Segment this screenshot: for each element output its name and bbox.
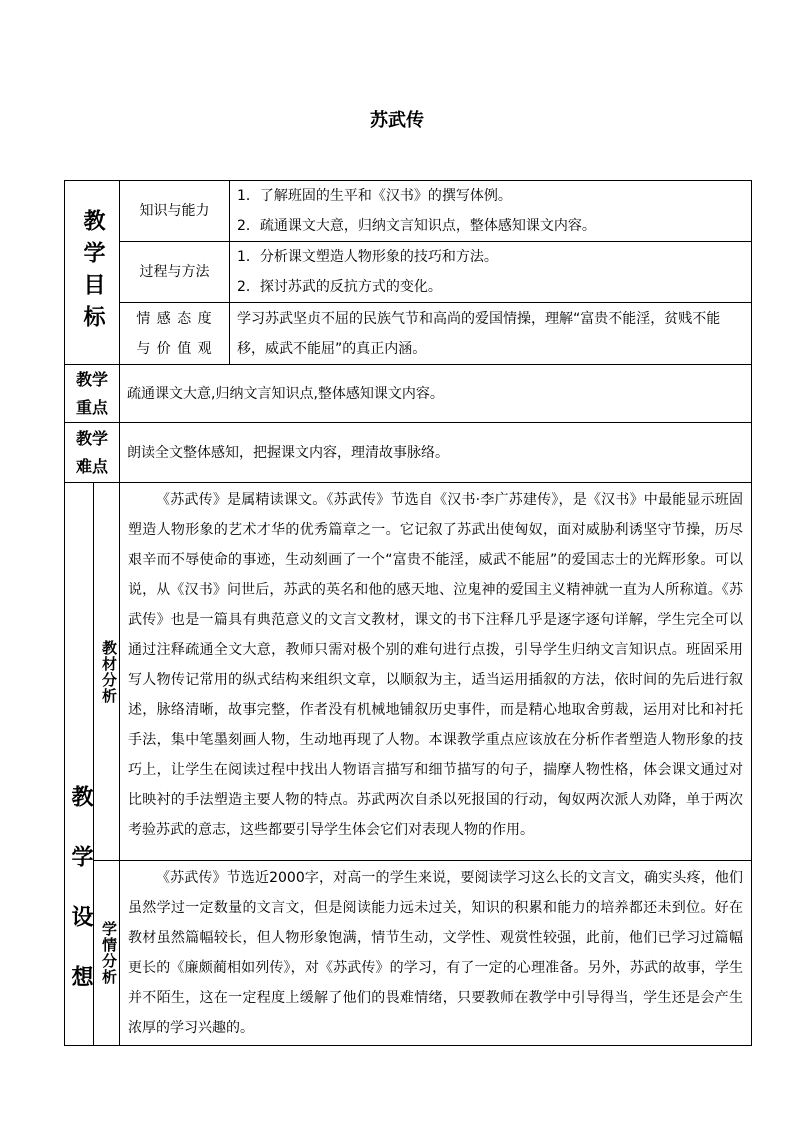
students-label: 学情分析 — [100, 921, 118, 985]
difficulty-label-line: 教学 — [75, 428, 108, 448]
objective-line: 1．了解班固的生平和《汉书》的撰写体例。 — [237, 188, 512, 204]
key-point-text: 疏通课文大意,归纳文言知识点,整体感知课文内容。 — [120, 365, 752, 423]
objective-line: 学习苏武坚贞不屈的民族气节和高尚的爱国情操，理解“富贵不能淫，贫贱不能移，威武不能屈”的真正内涵。 — [237, 310, 721, 357]
objectives-header: 教学目标 — [80, 208, 105, 337]
students-label-cell — [94, 861, 120, 1046]
difficulty-label — [65, 423, 120, 483]
students-analysis-text: 《苏武传》节选近2000字，对高一的学生来说，要阅读学习这么长的文言文，确实头疼，他们虽然学过一定数量的文言文，但是阅读能力远未过关，知识的积累和能力的培养都还未到位。好在教材虽然篇幅较长，但人物形象饱满，情节生动，文学性、观赏性较强，此前，他们已学习过篇幅更长的《廉颇蔺相如列传》，对《苏武传》的学习，有了一定的心理准备。另外，苏武的故事，学生并不陌生，这在一定程度上缓解了他们的畏难情绪，只要教师在教学中引导得当，学生还是会产生浓厚的学习兴趣的。 — [120, 861, 752, 1046]
objectives-header-cell — [65, 181, 120, 365]
objective-label-emotion — [120, 303, 230, 365]
material-label-cell — [94, 483, 120, 861]
objective-content-knowledge — [230, 181, 752, 242]
material-analysis-text: 《苏武传》是属精读课文。《苏武传》节选自《汉书·李广苏建传》，是《汉书》中最能显示班固塑造人物形象的艺术才华的优秀篇章之一。它记叙了苏武出使匈奴，面对威胁利诱坚守节操，历尽艰辛而不辱使命的事迹，生动刻画了一个“富贵不能淫，威武不能屈”的爱国志士的光辉形象。可以说，从《汉书》问世后，苏武的英名和他的感天地、泣鬼神的爱国主义精神就一直为人所称道。《苏武传》也是一篇具有典范意义的文言文教材，课文的书下注释几乎是逐字逐句详解，学生完全可以通过注释疏通全文大意，教师只需对极个别的难句进行点拨，引导学生归纳文言知识点。班固采用写人物传记常用的纵式结构来组织文章，以顺叙为主，适当运用插叙的方法，依时间的先后进行叙述，脉络清晰，故事完整，作者没有机械地铺叙历史事件，而是精心地取舍剪裁，运用对比和衬托手法，集中笔墨刻画人物，生动地再现了人物。本课教学重点应该放在分析作者塑造人物形象的技巧上，让学生在阅读过程中找出人物语言描写和细节描写的句子，揣摩人物性格，体会课文通过对比映衬的手法塑造主要人物的特点。苏武两次自杀以死报国的行动，匈奴两次派人劝降，单于两次考验苏武的意志，这些都要引导学生体会它们对表现人物的作用。 — [120, 483, 752, 861]
material-label: 教材分析 — [100, 639, 118, 704]
key-point-label-line: 重点 — [75, 397, 108, 417]
objective-label-line: 情 感 态 度 — [136, 310, 213, 327]
objective-label-process: 过程与方法 — [120, 242, 230, 303]
key-point-label-line: 教学 — [75, 369, 108, 389]
difficulty-text: 朗读全文整体感知，把握课文内容，理清故事脉络。 — [120, 423, 752, 483]
difficulty-label-line: 难点 — [75, 456, 108, 476]
objective-content-emotion — [230, 303, 752, 365]
objective-line: 2．疏通课文大意，归纳文言知识点，整体感知课文内容。 — [237, 218, 596, 234]
objective-label-knowledge: 知识与能力 — [120, 181, 230, 242]
key-point-label — [65, 365, 120, 423]
objective-label-line: 与 价 值 观 — [136, 340, 213, 357]
objective-line: 2．探讨苏武的反抗方式的变化。 — [237, 279, 442, 295]
objective-content-process — [230, 242, 752, 303]
objective-line: 1．分析课文塑造人物形象的技巧和方法。 — [237, 249, 498, 265]
lesson-plan-table — [64, 180, 752, 1046]
page-title: 苏武传 — [370, 110, 424, 131]
design-header: 教学设想 — [68, 785, 93, 1025]
design-header-cell — [65, 483, 94, 1046]
